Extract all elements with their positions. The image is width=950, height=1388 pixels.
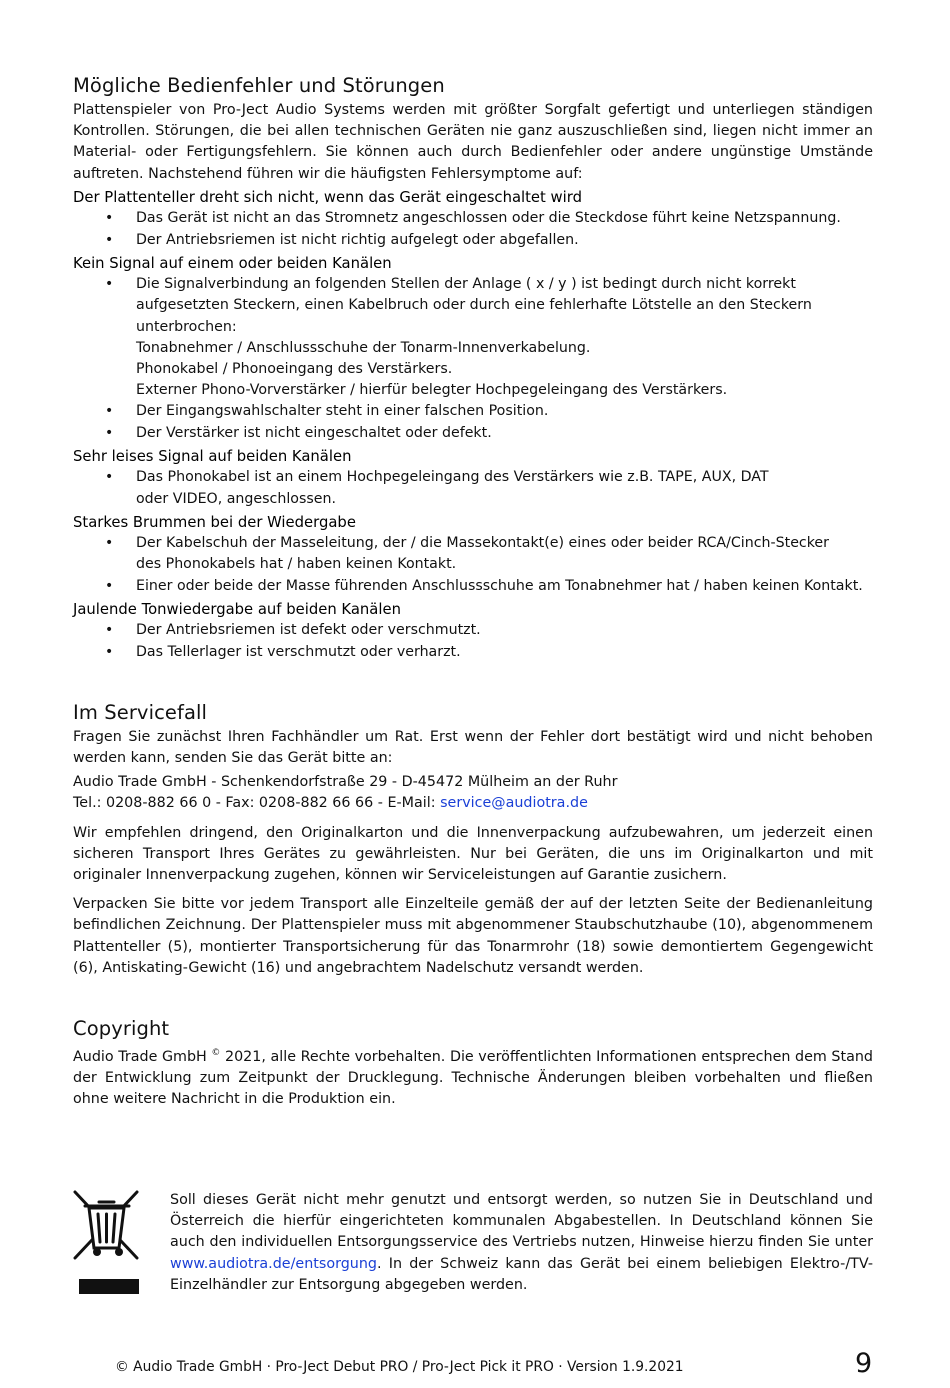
list-item — [73, 274, 873, 401]
list-item-line: Das Gerät ist nicht an das Stromnetz angeschlossen oder die Steckdose führt keine Netzspannung. — [136, 210, 841, 227]
service-email-link[interactable]: service@audiotra.de — [440, 795, 588, 812]
bullet-icon: • — [105, 231, 114, 248]
troubleshooting-intro: Plattenspieler von Pro-Ject Audio Systems werden mit größter Sorgfalt gefertigt und unterliegen ständigen Kontrollen. Störungen, die bei allen technischen Geräten nie ganz auszuschließen sind, liegen nicht immer an Material- oder Fertigungsfehlern. Sie können auch durch Bedienfehler oder andere ungünstige Umstände auftreten. Nachstehend führen wir die häufigsten Fehlersymptome auf: — [73, 102, 873, 182]
list-item — [73, 576, 873, 597]
list-item-line: oder VIDEO, angeschlossen. — [136, 490, 336, 507]
section-title-troubleshooting: Mögliche Bedienfehler und Störungen — [73, 74, 445, 97]
list-item-line: Der Kabelschuh der Masseleitung, der / die Massekontakt(e) eines oder beider RCA/Cinch-Stecker — [136, 535, 829, 552]
service-contact-prefix: Tel.: 0208-882 66 0 - Fax: 0208-882 66 66 - E-Mail: — [73, 795, 441, 812]
list-item-line: des Phonokabels hat / haben keinen Kontakt. — [136, 556, 457, 573]
symptom-heading: Kein Signal auf einem oder beiden Kanälen — [73, 254, 392, 272]
bullet-icon: • — [105, 210, 114, 227]
list-item-line: Die Signalverbindung an folgenden Stellen der Anlage ( x / y ) ist bedingt durch nicht korrekt — [136, 276, 796, 293]
list-item-line: Einer oder beide der Masse führenden Anschlussschuhe am Tonabnehmer hat / haben keinen Kontakt. — [136, 577, 863, 594]
list-item — [73, 230, 873, 251]
page-number: 9 — [855, 1348, 873, 1379]
troubleshooting-groups — [73, 187, 873, 663]
bullet-icon: • — [105, 535, 114, 552]
symptom-heading: Starkes Brummen bei der Wiedergabe — [73, 513, 356, 531]
bullet-icon: • — [105, 424, 114, 441]
list-item — [73, 642, 873, 663]
list-item — [73, 533, 873, 575]
list-item-line: aufgesetzten Steckern, einen Kabelbruch oder durch eine fehlerhafte Lötstelle an den Steckern — [136, 297, 812, 314]
list-item-line: Das Tellerlager ist verschmutzt oder verharzt. — [136, 643, 461, 660]
service-paragraph-1: Fragen Sie zunächst Ihren Fachhändler um Rat. Erst wenn der Fehler dort bestätigt wird und nicht behoben werden kann, senden Sie das Gerät bitte an: — [73, 728, 873, 766]
copyright-symbol: © — [211, 1048, 221, 1058]
cause-list — [73, 533, 873, 597]
bullet-icon: • — [105, 577, 114, 594]
list-item — [73, 423, 873, 444]
list-item — [73, 467, 873, 509]
list-item-line: Der Antriebsriemen ist defekt oder verschmutzt. — [136, 622, 481, 639]
bullet-icon: • — [105, 403, 114, 420]
copyright-paragraph — [73, 1043, 873, 1110]
disposal-notice — [170, 1190, 873, 1296]
list-item-line: Der Verstärker ist nicht eingeschaltet oder defekt. — [136, 424, 492, 441]
service-paragraph-3: Verpacken Sie bitte vor jedem Transport alle Einzelteile gemäß der auf der letzten Seite der Bedienanleitung befindlichen Zeichnung. Der Plattenspieler muss mit abgenommener Staubschutzhaube (10), abgenommenem Plattenteller (5), montierter Transportsicherung für das Tonarmrohr (18) sowie demontiertem Gegengewicht (6), Antiskating-Gewicht (16) und angebrachtem Nadelschutz versandt werden. — [73, 896, 873, 976]
list-item-line: Der Eingangswahlschalter steht in einer falschen Position. — [136, 403, 549, 420]
list-item-line: unterbrochen: — [136, 318, 237, 335]
list-item — [73, 620, 873, 641]
symptom-heading: Sehr leises Signal auf beiden Kanälen — [73, 447, 352, 465]
cause-list — [73, 208, 873, 250]
disposal-text-start: Soll dieses Gerät nicht mehr genutzt und entsorgt werden, so nutzen Sie in Deutschland und Österreich die hierfür eingerichteten kommunalen Abgabestellen. In Deutschland können Sie auch den individuellen Entsorgungsservice des Vertriebs nutzen, Hinweise hierzu finden Sie unter — [170, 1192, 873, 1251]
cause-list — [73, 620, 873, 662]
disposal-text-end: . In der Schweiz kann das Gerät bei einem beliebigen Elektro-/TV-Einzelhändler zur Entsorgung abgegeben werden. — [170, 1255, 873, 1293]
copyright-text-start: Audio Trade GmbH — [73, 1048, 212, 1065]
section-title-service: Im Servicefall — [73, 700, 208, 724]
copyright-text-rest: 2021, alle Rechte vorbehalten. Die veröffentlichten Informationen entsprechen dem Stand der Entwicklung zum Zeitpunkt der Drucklegung. Technische Änderungen bleiben vorbehalten und fließen ohne weitere Nachricht in die Produktion ein. — [73, 1048, 873, 1108]
service-contact — [73, 793, 873, 814]
bullet-icon: • — [105, 276, 114, 293]
cause-list — [73, 467, 873, 509]
crossed-out-wheelie-bin-icon — [69, 1188, 144, 1298]
list-item-line: Tonabnehmer / Anschlussschuhe der Tonarm-Innenverkabelung. — [136, 339, 591, 356]
bullet-icon: • — [105, 469, 114, 486]
list-item-line: Das Phonokabel ist an einem Hochpegeleingang des Verstärkers wie z.B. TAPE, AUX, DAT — [136, 469, 769, 486]
disposal-link[interactable]: www.audiotra.de/entsorgung — [170, 1255, 377, 1272]
cause-list — [73, 274, 873, 444]
section-title-copyright: Copyright — [73, 1017, 170, 1040]
symptom-heading: Jaulende Tonwiedergabe auf beiden Kanälen — [73, 600, 401, 618]
service-paragraph-2: Wir empfehlen dringend, den Originalkarton und die Innenverpackung aufzubewahren, um jederzeit einen sicheren Transport Ihres Gerätes zu gewährleisten. Nur bei Geräten, die uns im Originalkarton und mit originaler Innenverpackung zugehen, können wir Serviceleistungen auf Garantie zusichern. — [73, 824, 873, 883]
list-item-line: Externer Phono-Vorverstärker / hierfür belegter Hochpegeleingang des Verstärkers. — [136, 382, 728, 399]
list-item-line: Der Antriebsriemen ist nicht richtig aufgelegt oder abgefallen. — [136, 231, 579, 248]
list-item-line: Phonokabel / Phonoeingang des Verstärkers. — [136, 361, 453, 378]
symptom-heading: Der Plattenteller dreht sich nicht, wenn das Gerät eingeschaltet wird — [73, 188, 582, 206]
page-footer: © Audio Trade GmbH · Pro-Ject Debut PRO / Pro-Ject Pick it PRO · Version 1.9.2021 — [115, 1359, 684, 1375]
bullet-icon: • — [105, 622, 114, 639]
list-item — [73, 401, 873, 422]
bullet-icon: • — [105, 643, 114, 660]
service-address: Audio Trade GmbH - Schenkendorfstraße 29 - D-45472 Mülheim an der Ruhr — [73, 774, 618, 791]
list-item — [73, 208, 873, 229]
document-body — [73, 74, 873, 1110]
